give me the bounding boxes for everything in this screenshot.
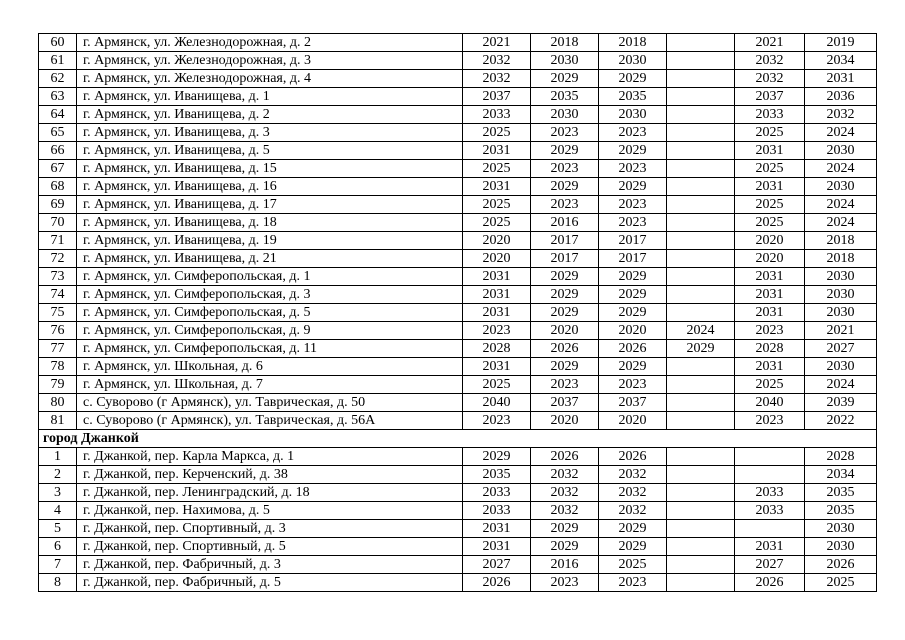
year-cell-5: 2026 xyxy=(735,574,805,592)
year-cell-1: 2031 xyxy=(463,142,531,160)
address-cell: г. Джанкой, пер. Фабричный, д. 5 xyxy=(77,574,463,592)
year-cell-2: 2037 xyxy=(531,394,599,412)
year-cell-3: 2023 xyxy=(599,124,667,142)
row-number: 63 xyxy=(39,88,77,106)
year-cell-4: 2029 xyxy=(667,340,735,358)
table-row xyxy=(39,484,877,502)
year-cell-6: 2030 xyxy=(805,142,877,160)
row-number: 76 xyxy=(39,322,77,340)
year-cell-3: 2029 xyxy=(599,520,667,538)
address-cell: г. Джанкой, пер. Спортивный, д. 5 xyxy=(77,538,463,556)
year-cell-5: 2025 xyxy=(735,124,805,142)
year-cell-3: 2023 xyxy=(599,196,667,214)
row-number: 7 xyxy=(39,556,77,574)
table-row xyxy=(39,106,877,124)
address-cell: г. Армянск, ул. Школьная, д. 7 xyxy=(77,376,463,394)
table-row xyxy=(39,160,877,178)
year-cell-4 xyxy=(667,538,735,556)
year-cell-2: 2029 xyxy=(531,268,599,286)
year-cell-1: 2035 xyxy=(463,466,531,484)
year-cell-3: 2017 xyxy=(599,232,667,250)
table-row xyxy=(39,124,877,142)
year-cell-2: 2032 xyxy=(531,502,599,520)
year-cell-4 xyxy=(667,106,735,124)
year-cell-6: 2036 xyxy=(805,88,877,106)
year-cell-2: 2029 xyxy=(531,286,599,304)
address-cell: г. Армянск, ул. Железнодорожная, д. 3 xyxy=(77,52,463,70)
year-cell-1: 2020 xyxy=(463,232,531,250)
year-cell-5: 2031 xyxy=(735,358,805,376)
year-cell-4 xyxy=(667,304,735,322)
year-cell-3: 2029 xyxy=(599,178,667,196)
section-title: город Джанкой xyxy=(39,430,877,448)
year-cell-2: 2023 xyxy=(531,196,599,214)
address-cell: г. Армянск, ул. Иванищева, д. 17 xyxy=(77,196,463,214)
year-cell-3: 2023 xyxy=(599,214,667,232)
year-cell-5 xyxy=(735,520,805,538)
year-cell-6: 2024 xyxy=(805,376,877,394)
year-cell-2: 2017 xyxy=(531,250,599,268)
year-cell-5: 2033 xyxy=(735,502,805,520)
year-cell-2: 2032 xyxy=(531,484,599,502)
table-row xyxy=(39,448,877,466)
address-cell: г. Джанкой, пер. Керченский, д. 38 xyxy=(77,466,463,484)
year-cell-6: 2034 xyxy=(805,52,877,70)
year-cell-5: 2023 xyxy=(735,322,805,340)
year-cell-3: 2029 xyxy=(599,358,667,376)
address-cell: г. Армянск, ул. Иванищева, д. 18 xyxy=(77,214,463,232)
year-cell-4 xyxy=(667,160,735,178)
table-row xyxy=(39,466,877,484)
row-number: 79 xyxy=(39,376,77,394)
year-cell-6: 2021 xyxy=(805,322,877,340)
year-cell-3: 2020 xyxy=(599,322,667,340)
year-cell-6: 2024 xyxy=(805,214,877,232)
year-cell-3: 2018 xyxy=(599,34,667,52)
year-cell-5: 2021 xyxy=(735,34,805,52)
year-cell-6: 2035 xyxy=(805,502,877,520)
year-cell-1: 2031 xyxy=(463,268,531,286)
address-cell: с. Суворово (г Армянск), ул. Таврическая, д. 50 xyxy=(77,394,463,412)
year-cell-3: 2020 xyxy=(599,412,667,430)
year-cell-5: 2020 xyxy=(735,250,805,268)
row-number: 62 xyxy=(39,70,77,88)
row-number: 78 xyxy=(39,358,77,376)
year-cell-5: 2031 xyxy=(735,538,805,556)
year-cell-1: 2023 xyxy=(463,412,531,430)
year-cell-5: 2025 xyxy=(735,214,805,232)
year-cell-4 xyxy=(667,574,735,592)
year-cell-6: 2022 xyxy=(805,412,877,430)
year-cell-6: 2018 xyxy=(805,250,877,268)
year-cell-3: 2017 xyxy=(599,250,667,268)
year-cell-5: 2025 xyxy=(735,196,805,214)
year-cell-4 xyxy=(667,484,735,502)
year-cell-4 xyxy=(667,34,735,52)
year-cell-5: 2020 xyxy=(735,232,805,250)
row-number: 75 xyxy=(39,304,77,322)
year-cell-2: 2029 xyxy=(531,178,599,196)
row-number: 73 xyxy=(39,268,77,286)
year-cell-4 xyxy=(667,358,735,376)
year-cell-6: 2028 xyxy=(805,448,877,466)
year-cell-3: 2032 xyxy=(599,502,667,520)
year-cell-1: 2025 xyxy=(463,160,531,178)
year-cell-1: 2033 xyxy=(463,502,531,520)
row-number: 72 xyxy=(39,250,77,268)
row-number: 4 xyxy=(39,502,77,520)
row-number: 69 xyxy=(39,196,77,214)
table-row xyxy=(39,520,877,538)
row-number: 64 xyxy=(39,106,77,124)
year-cell-2: 2035 xyxy=(531,88,599,106)
year-cell-3: 2023 xyxy=(599,574,667,592)
year-cell-5: 2033 xyxy=(735,484,805,502)
table-row xyxy=(39,88,877,106)
year-cell-2: 2023 xyxy=(531,376,599,394)
year-cell-6: 2030 xyxy=(805,268,877,286)
row-number: 81 xyxy=(39,412,77,430)
year-cell-1: 2026 xyxy=(463,574,531,592)
year-cell-1: 2023 xyxy=(463,322,531,340)
year-cell-3: 2032 xyxy=(599,466,667,484)
year-cell-2: 2029 xyxy=(531,70,599,88)
table-row xyxy=(39,376,877,394)
address-cell: г. Армянск, ул. Иванищева, д. 19 xyxy=(77,232,463,250)
year-cell-3: 2032 xyxy=(599,484,667,502)
address-cell: г. Джанкой, пер. Фабричный, д. 3 xyxy=(77,556,463,574)
row-number: 65 xyxy=(39,124,77,142)
address-cell: г. Джанкой, пер. Нахимова, д. 5 xyxy=(77,502,463,520)
row-number: 77 xyxy=(39,340,77,358)
year-cell-1: 2025 xyxy=(463,124,531,142)
year-cell-3: 2025 xyxy=(599,556,667,574)
address-cell: г. Армянск, ул. Симферопольская, д. 11 xyxy=(77,340,463,358)
address-cell: г. Армянск, ул. Симферопольская, д. 3 xyxy=(77,286,463,304)
year-cell-5: 2025 xyxy=(735,160,805,178)
year-cell-3: 2029 xyxy=(599,268,667,286)
year-cell-4 xyxy=(667,142,735,160)
year-cell-2: 2017 xyxy=(531,232,599,250)
year-cell-2: 2016 xyxy=(531,214,599,232)
document-page xyxy=(38,33,877,592)
table-row xyxy=(39,286,877,304)
year-cell-3: 2030 xyxy=(599,106,667,124)
row-number: 74 xyxy=(39,286,77,304)
year-cell-5: 2028 xyxy=(735,340,805,358)
year-cell-1: 2031 xyxy=(463,358,531,376)
year-cell-4 xyxy=(667,448,735,466)
year-cell-2: 2029 xyxy=(531,142,599,160)
row-number: 71 xyxy=(39,232,77,250)
address-cell: г. Армянск, ул. Железнодорожная, д. 2 xyxy=(77,34,463,52)
year-cell-6: 2030 xyxy=(805,358,877,376)
row-number: 70 xyxy=(39,214,77,232)
year-cell-5: 2031 xyxy=(735,142,805,160)
year-cell-6: 2035 xyxy=(805,484,877,502)
row-number: 8 xyxy=(39,574,77,592)
year-cell-2: 2029 xyxy=(531,304,599,322)
year-cell-1: 2027 xyxy=(463,556,531,574)
year-cell-6: 2030 xyxy=(805,304,877,322)
year-cell-6: 2039 xyxy=(805,394,877,412)
address-cell: с. Суворово (г Армянск), ул. Таврическая, д. 56А xyxy=(77,412,463,430)
year-cell-5 xyxy=(735,466,805,484)
year-cell-6: 2027 xyxy=(805,340,877,358)
year-cell-3: 2030 xyxy=(599,52,667,70)
year-cell-4 xyxy=(667,286,735,304)
address-cell: г. Армянск, ул. Иванищева, д. 1 xyxy=(77,88,463,106)
table-row xyxy=(39,52,877,70)
year-cell-2: 2026 xyxy=(531,340,599,358)
table-row xyxy=(39,412,877,430)
year-cell-5: 2032 xyxy=(735,70,805,88)
year-cell-6: 2025 xyxy=(805,574,877,592)
year-cell-4 xyxy=(667,214,735,232)
table-row xyxy=(39,250,877,268)
year-cell-6: 2031 xyxy=(805,70,877,88)
year-cell-2: 2030 xyxy=(531,52,599,70)
table-row xyxy=(39,34,877,52)
year-cell-2: 2029 xyxy=(531,538,599,556)
year-cell-1: 2031 xyxy=(463,304,531,322)
table-row xyxy=(39,556,877,574)
table-row xyxy=(39,142,877,160)
table-row xyxy=(39,214,877,232)
year-cell-3: 2029 xyxy=(599,142,667,160)
row-number: 3 xyxy=(39,484,77,502)
address-cell: г. Армянск, ул. Железнодорожная, д. 4 xyxy=(77,70,463,88)
year-cell-2: 2020 xyxy=(531,322,599,340)
year-cell-1: 2031 xyxy=(463,520,531,538)
year-cell-1: 2031 xyxy=(463,178,531,196)
address-cell: г. Джанкой, пер. Карла Маркса, д. 1 xyxy=(77,448,463,466)
year-cell-2: 2030 xyxy=(531,106,599,124)
year-cell-1: 2033 xyxy=(463,106,531,124)
year-cell-6: 2024 xyxy=(805,160,877,178)
table-row xyxy=(39,196,877,214)
year-cell-4 xyxy=(667,556,735,574)
year-cell-1: 2031 xyxy=(463,538,531,556)
year-cell-4 xyxy=(667,520,735,538)
year-cell-4 xyxy=(667,250,735,268)
row-number: 67 xyxy=(39,160,77,178)
address-cell: г. Армянск, ул. Симферопольская, д. 9 xyxy=(77,322,463,340)
section-header-row xyxy=(39,430,877,448)
row-number: 61 xyxy=(39,52,77,70)
year-cell-5: 2033 xyxy=(735,106,805,124)
year-cell-6: 2034 xyxy=(805,466,877,484)
row-number: 1 xyxy=(39,448,77,466)
housing-schedule-table xyxy=(38,33,877,592)
table-row xyxy=(39,340,877,358)
year-cell-5: 2031 xyxy=(735,304,805,322)
address-cell: г. Армянск, ул. Симферопольская, д. 1 xyxy=(77,268,463,286)
year-cell-6: 2032 xyxy=(805,106,877,124)
year-cell-4 xyxy=(667,268,735,286)
table-row xyxy=(39,358,877,376)
year-cell-1: 2033 xyxy=(463,484,531,502)
year-cell-3: 2037 xyxy=(599,394,667,412)
year-cell-2: 2029 xyxy=(531,358,599,376)
year-cell-3: 2026 xyxy=(599,340,667,358)
year-cell-4 xyxy=(667,376,735,394)
year-cell-4 xyxy=(667,70,735,88)
year-cell-5: 2031 xyxy=(735,178,805,196)
row-number: 2 xyxy=(39,466,77,484)
year-cell-4 xyxy=(667,178,735,196)
row-number: 80 xyxy=(39,394,77,412)
year-cell-6: 2030 xyxy=(805,178,877,196)
year-cell-1: 2032 xyxy=(463,70,531,88)
year-cell-2: 2032 xyxy=(531,466,599,484)
address-cell: г. Армянск, ул. Симферопольская, д. 5 xyxy=(77,304,463,322)
year-cell-3: 2023 xyxy=(599,160,667,178)
address-cell: г. Армянск, ул. Иванищева, д. 21 xyxy=(77,250,463,268)
row-number: 68 xyxy=(39,178,77,196)
year-cell-2: 2016 xyxy=(531,556,599,574)
row-number: 60 xyxy=(39,34,77,52)
year-cell-6: 2024 xyxy=(805,124,877,142)
year-cell-1: 2040 xyxy=(463,394,531,412)
table-row xyxy=(39,502,877,520)
address-cell: г. Армянск, ул. Школьная, д. 6 xyxy=(77,358,463,376)
address-cell: г. Армянск, ул. Иванищева, д. 5 xyxy=(77,142,463,160)
year-cell-2: 2023 xyxy=(531,574,599,592)
year-cell-2: 2026 xyxy=(531,448,599,466)
year-cell-2: 2023 xyxy=(531,124,599,142)
year-cell-1: 2025 xyxy=(463,214,531,232)
year-cell-4 xyxy=(667,466,735,484)
year-cell-3: 2035 xyxy=(599,88,667,106)
year-cell-4 xyxy=(667,394,735,412)
year-cell-1: 2029 xyxy=(463,448,531,466)
table-row xyxy=(39,232,877,250)
year-cell-6: 2024 xyxy=(805,196,877,214)
year-cell-4 xyxy=(667,412,735,430)
address-cell: г. Джанкой, пер. Спортивный, д. 3 xyxy=(77,520,463,538)
year-cell-4 xyxy=(667,196,735,214)
table-row xyxy=(39,538,877,556)
year-cell-5: 2025 xyxy=(735,376,805,394)
row-number: 66 xyxy=(39,142,77,160)
year-cell-5: 2031 xyxy=(735,268,805,286)
year-cell-5: 2023 xyxy=(735,412,805,430)
address-cell: г. Армянск, ул. Иванищева, д. 15 xyxy=(77,160,463,178)
year-cell-1: 2025 xyxy=(463,196,531,214)
year-cell-6: 2030 xyxy=(805,286,877,304)
year-cell-1: 2025 xyxy=(463,376,531,394)
address-cell: г. Армянск, ул. Иванищева, д. 3 xyxy=(77,124,463,142)
address-cell: г. Армянск, ул. Иванищева, д. 16 xyxy=(77,178,463,196)
year-cell-3: 2023 xyxy=(599,376,667,394)
table-row xyxy=(39,268,877,286)
year-cell-1: 2028 xyxy=(463,340,531,358)
year-cell-5: 2031 xyxy=(735,286,805,304)
address-cell: г. Армянск, ул. Иванищева, д. 2 xyxy=(77,106,463,124)
year-cell-5: 2032 xyxy=(735,52,805,70)
year-cell-3: 2029 xyxy=(599,286,667,304)
year-cell-1: 2037 xyxy=(463,88,531,106)
year-cell-5 xyxy=(735,448,805,466)
year-cell-4 xyxy=(667,52,735,70)
year-cell-3: 2029 xyxy=(599,70,667,88)
table-body xyxy=(39,34,877,592)
year-cell-5: 2037 xyxy=(735,88,805,106)
year-cell-1: 2032 xyxy=(463,52,531,70)
year-cell-3: 2029 xyxy=(599,538,667,556)
year-cell-6: 2030 xyxy=(805,520,877,538)
year-cell-6: 2026 xyxy=(805,556,877,574)
table-row xyxy=(39,322,877,340)
table-row xyxy=(39,178,877,196)
year-cell-2: 2023 xyxy=(531,160,599,178)
year-cell-3: 2029 xyxy=(599,304,667,322)
year-cell-6: 2019 xyxy=(805,34,877,52)
year-cell-6: 2030 xyxy=(805,538,877,556)
year-cell-2: 2020 xyxy=(531,412,599,430)
year-cell-4 xyxy=(667,124,735,142)
year-cell-5: 2040 xyxy=(735,394,805,412)
year-cell-4 xyxy=(667,502,735,520)
year-cell-1: 2020 xyxy=(463,250,531,268)
row-number: 6 xyxy=(39,538,77,556)
year-cell-2: 2029 xyxy=(531,520,599,538)
year-cell-3: 2026 xyxy=(599,448,667,466)
year-cell-4 xyxy=(667,88,735,106)
table-row xyxy=(39,394,877,412)
year-cell-2: 2018 xyxy=(531,34,599,52)
table-row xyxy=(39,574,877,592)
table-row xyxy=(39,304,877,322)
year-cell-4 xyxy=(667,232,735,250)
year-cell-6: 2018 xyxy=(805,232,877,250)
year-cell-5: 2027 xyxy=(735,556,805,574)
year-cell-1: 2031 xyxy=(463,286,531,304)
year-cell-4: 2024 xyxy=(667,322,735,340)
table-row xyxy=(39,70,877,88)
address-cell: г. Джанкой, пер. Ленинградский, д. 18 xyxy=(77,484,463,502)
row-number: 5 xyxy=(39,520,77,538)
year-cell-1: 2021 xyxy=(463,34,531,52)
